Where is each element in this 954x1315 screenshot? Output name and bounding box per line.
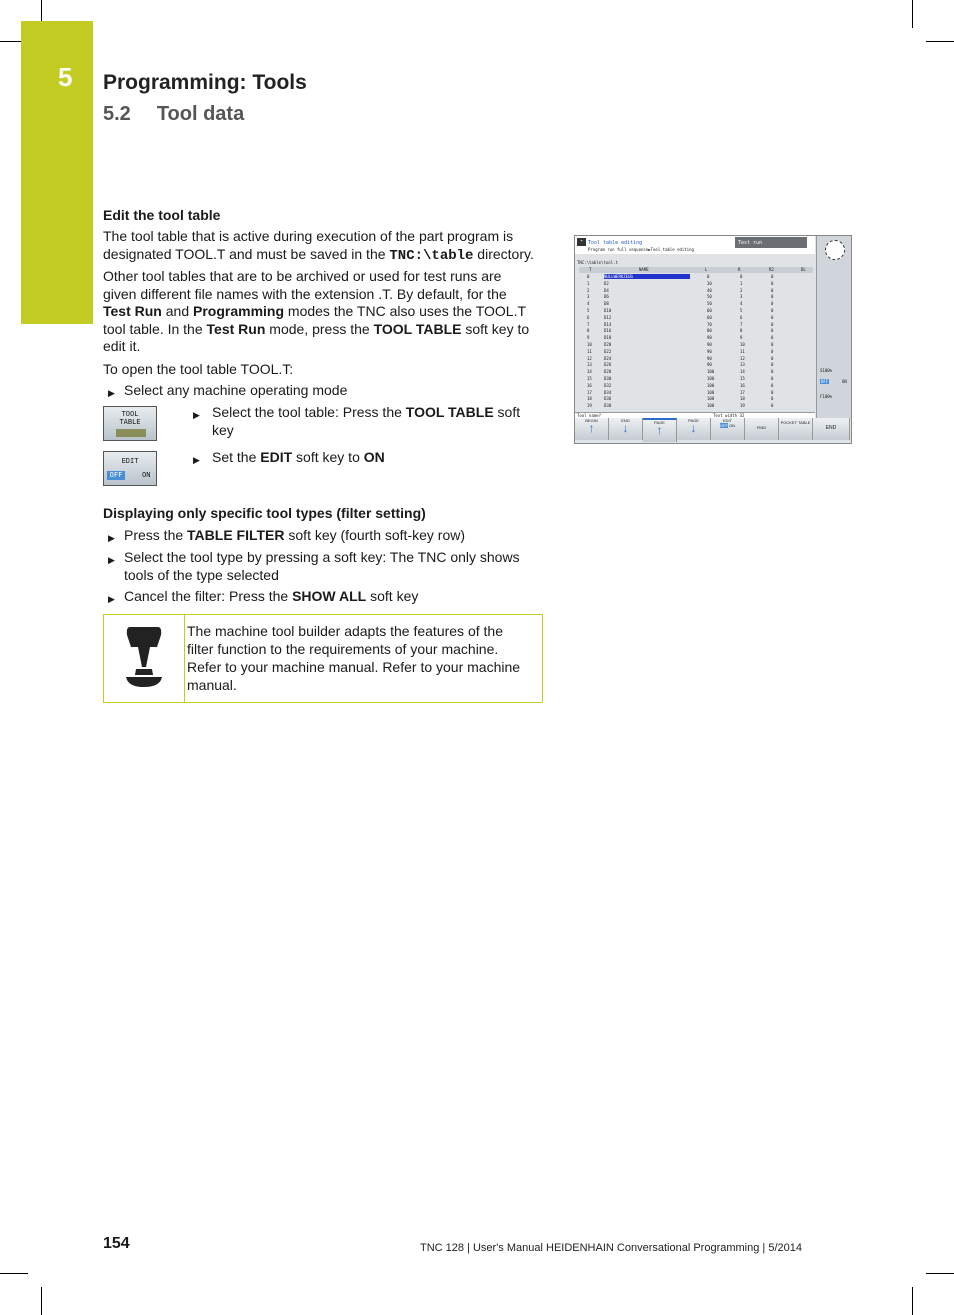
table-path: TNC:\table\tool.t <box>577 260 618 265</box>
chapter-title: Programming: Tools <box>103 71 307 94</box>
section-title: 5.2 Tool data <box>103 103 245 125</box>
edit-softkey: EDIT OFF ON <box>103 451 157 486</box>
step-3: ▶ Set the EDIT soft key to ON <box>191 449 385 467</box>
table-row: 16 D32 100 16 0 <box>587 382 774 388</box>
mode-title: Tool table editing <box>588 240 643 246</box>
table-row: 15 D30 100 15 0 <box>587 376 774 381</box>
arrow-icon: ▶ <box>108 533 115 543</box>
step-2: ▶ Select the tool table: Press the TOOL TABLE soft key <box>193 404 521 438</box>
crop-mark <box>926 41 954 42</box>
table-row: 5 D10 60 5 0 <box>587 308 774 313</box>
table-row: 14 D28 100 14 0 <box>587 369 774 375</box>
paragraph-2: Other tool tables that are to be archived or used for test runs are given different file names with the extension .T. By default, for the Test Run and Programming modes the TNC also uses the TOOL.T tool table. In the Test Run mode, press the TOOL TABLE soft key to edit it. <box>103 268 530 354</box>
crop-mark <box>41 1287 42 1315</box>
table-row: 11 D22 90 11 0 <box>587 348 774 354</box>
arrow-icon: ▶ <box>108 388 115 398</box>
mode-icon: ➜ <box>577 238 586 246</box>
page-number: 154 <box>103 1235 130 1252</box>
footer-text: TNC 128 | User's Manual HEIDENHAIN Conversational Programming | 5/2014 <box>420 1242 802 1254</box>
table-row: 17 D34 100 17 0 <box>587 389 774 395</box>
crop-mark <box>0 41 22 42</box>
table-row: 7 D14 70 7 0 <box>587 321 774 327</box>
table-row: 18 D36 100 18 0 <box>587 396 774 402</box>
softkey-end-edit: END <box>813 418 850 440</box>
mode-sub: Program run full sequence▶Tool table editing <box>588 247 694 252</box>
right-mode-label: Test run <box>738 240 763 246</box>
gauge-icon <box>825 240 845 260</box>
table-row: 13 D26 90 13 0 <box>587 362 774 368</box>
note-text: The machine tool builder adapts the features of the filter function to the requirements of your machine. Refer to your machine manual. Refer to your machine manual. <box>187 623 521 693</box>
softkey-edit: EDIT OFF ON <box>711 418 745 440</box>
softkey-page-up: PAGE ↑ <box>643 418 677 442</box>
arrow-icon: ▶ <box>108 555 115 565</box>
filter-step-3: ▶ Cancel the filter: Press the SHOW ALL soft key <box>103 588 418 606</box>
status-line: Tool name? Text width 32 <box>575 412 815 419</box>
filter-step-2: ▶ Select the tool type by pressing a soft key: The TNC only shows tools of the type selected <box>108 549 520 583</box>
softkey-pocket-table: POCKET TABLE <box>779 418 813 440</box>
table-row: 4 D8 50 4 0 <box>587 301 774 307</box>
softkey-end: END ↓ <box>609 418 643 440</box>
table-row: 9 D18 90 9 0 <box>587 335 774 341</box>
filter-step-1: ▶ Press the TABLE FILTER soft key (fourth soft-key row) <box>103 527 465 545</box>
side-panel: S100% F100% OFF ON <box>816 236 852 419</box>
machine-note <box>103 614 543 703</box>
tnc-screenshot <box>574 235 852 444</box>
table-row: 19 D38 100 19 0 <box>587 403 774 409</box>
softkey-begin: BEGIN ↑ <box>575 418 609 440</box>
table-row: 6 D12 60 6 0 <box>587 314 774 320</box>
table-row: 3 D6 50 3 0 <box>587 294 774 300</box>
note-separator <box>184 615 185 702</box>
table-row: 8 D16 80 8 0 <box>587 328 774 334</box>
chapter-number: 5 <box>58 62 73 92</box>
arrow-icon: ▶ <box>108 594 115 604</box>
arrow-icon: ▶ <box>193 410 200 420</box>
step-1: ▶ Select any machine operating mode <box>103 382 347 400</box>
table-row: 12 D24 90 12 0 <box>587 355 774 361</box>
softkey-page-down: PAGE ↓ <box>677 418 711 440</box>
paragraph-3: To open the tool table TOOL.T: <box>103 361 294 377</box>
paragraph-1: The tool table that is active during execution of the part program is designated TOOL.T and must be saved in the TNC:\table directory. <box>103 228 534 264</box>
tool-table-softkey: TOOL TABLE <box>103 406 157 441</box>
softkey-find: FIND <box>745 418 779 440</box>
table-row: 10 D20 90 10 0 <box>587 342 774 347</box>
table-row: 1 D2 30 1 0 <box>587 280 774 286</box>
arrow-icon: ▶ <box>193 455 200 465</box>
chapter-tab <box>21 21 93 324</box>
table-row: 2 D4 40 2 0 <box>587 287 774 293</box>
crop-mark <box>0 1273 28 1274</box>
filter-heading: Displaying only specific tool types (filter setting) <box>103 505 426 521</box>
machine-tool-icon <box>124 625 164 689</box>
table-row: 0 NULLWERKZEUG 0 0 0 <box>587 274 774 279</box>
table-header: T NAME L R R2 DL <box>579 267 813 273</box>
tool-icon <box>116 429 146 437</box>
crop-mark <box>926 1273 954 1274</box>
crop-mark <box>912 1287 913 1315</box>
edit-heading: Edit the tool table <box>103 207 221 223</box>
crop-mark <box>912 0 913 28</box>
